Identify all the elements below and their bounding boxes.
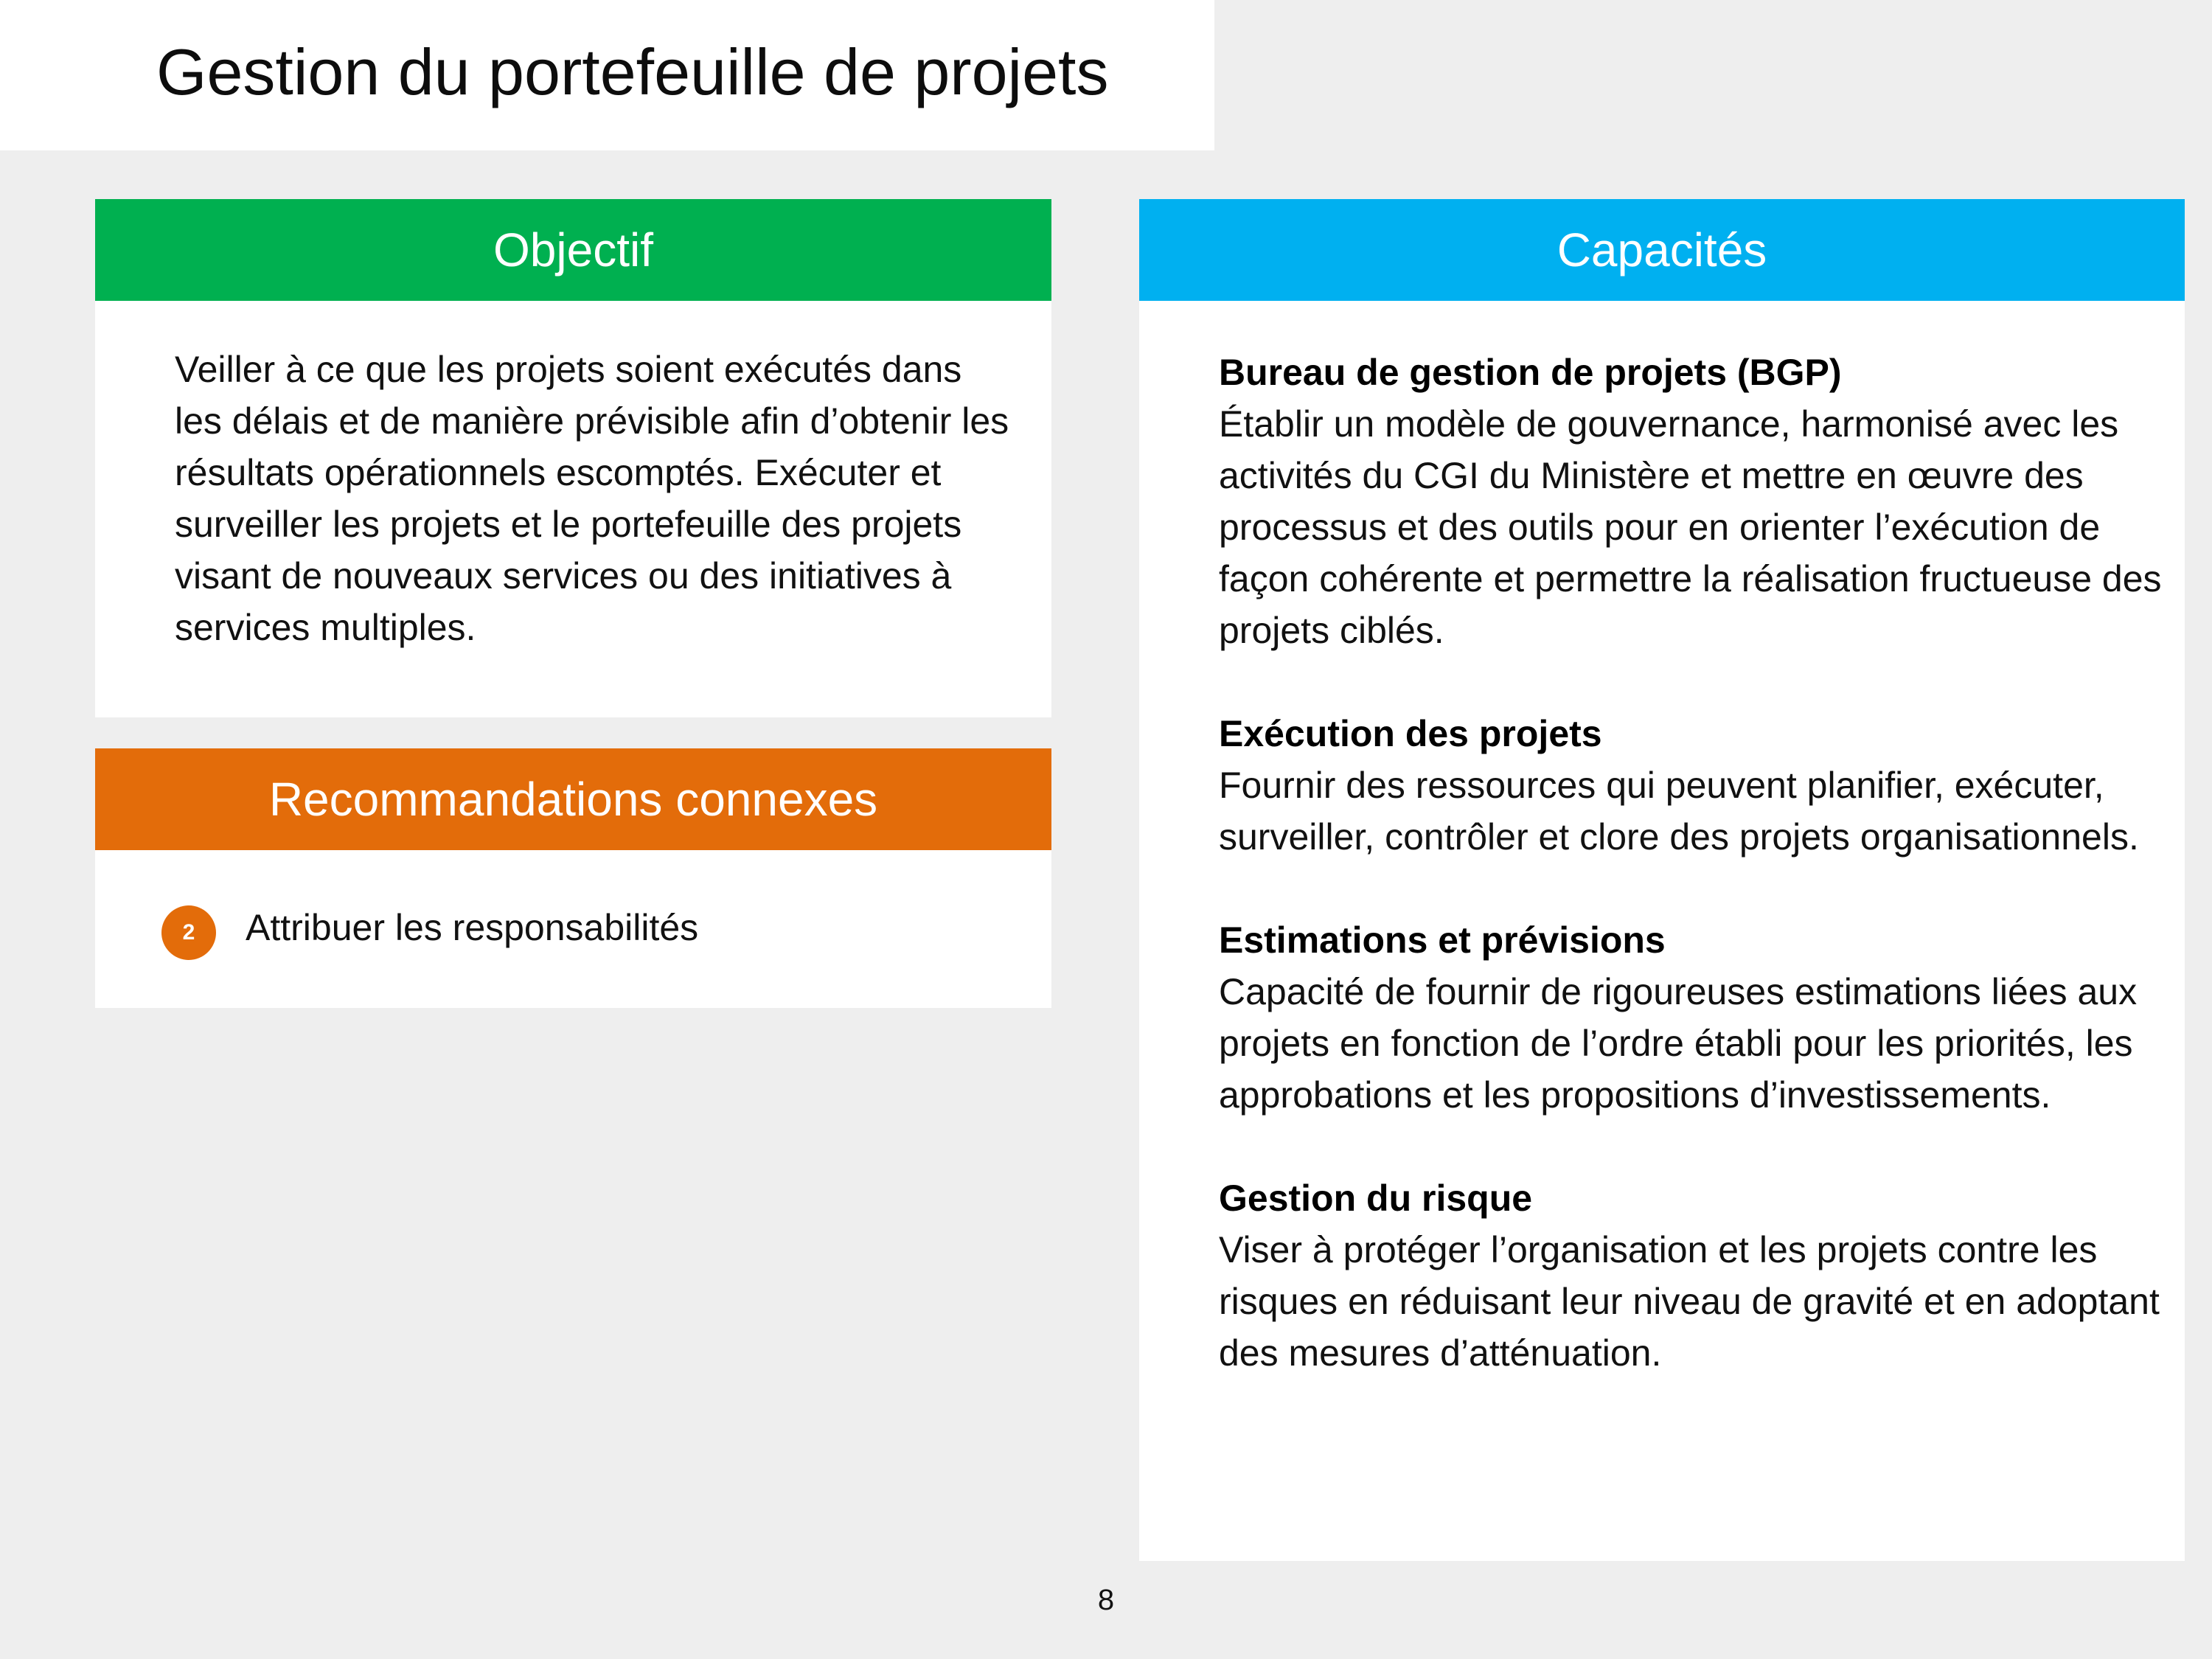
- capacite-item-estimations: [1219, 914, 2170, 1121]
- recommandations-header: Recommandations connexes: [95, 748, 1051, 850]
- objectif-header: Objectif: [95, 199, 1051, 301]
- page-number: 8: [1097, 1584, 1115, 1616]
- capacite-title: Gestion du risque: [1219, 1178, 1533, 1219]
- capacites-header: Capacités: [1139, 199, 2185, 301]
- capacite-description: Établir un modèle de gouvernance, harmonisé avec les activités du CGI du Ministère et mettre en œuvre des processus et des outils pour en orienter l’exécution de façon cohérente et permettre la réalisation fructueuse des projets ciblés.: [1219, 403, 2162, 651]
- page-title: Gestion du portefeuille de projets: [156, 35, 1109, 108]
- objectif-text: Veiller à ce que les projets soient exécutés dans les délais et de manière prévisible afin d’obtenir les résultats opérationnels escomptés. Exécuter et surveiller les projets et le portefeuille des projets visant de nouveaux services ou des initiatives à services multiples.: [175, 349, 1009, 648]
- recommandation-number-badge: 2: [161, 905, 216, 960]
- capacite-title: Estimations et prévisions: [1219, 919, 1666, 961]
- capacites-panel: [1139, 199, 2185, 1561]
- capacite-description: Fournir des ressources qui peuvent planifier, exécuter, surveiller, contrôler et clore des projets organisationnels.: [1219, 765, 2139, 858]
- objectif-panel: [95, 199, 1051, 717]
- capacite-item-risque: [1219, 1172, 2170, 1379]
- capacite-title: Exécution des projets: [1219, 713, 1602, 754]
- title-box: [0, 0, 1214, 150]
- capacite-title: Bureau de gestion de projets (BGP): [1219, 352, 1842, 393]
- capacite-description: Viser à protéger l’organisation et les projets contre les risques en réduisant leur niveau de gravité et en adoptant des mesures d’atténuation.: [1219, 1229, 2160, 1374]
- recommandation-item: [161, 896, 1032, 962]
- recommandations-panel: [95, 748, 1051, 1008]
- recommandation-label: Attribuer les responsabilités: [246, 907, 699, 948]
- capacite-description: Capacité de fournir de rigoureuses estimations liées aux projets en fonction de l’ordre établi pour les priorités, les approbations et les propositions d’investissements.: [1219, 971, 2138, 1116]
- capacites-list: [1219, 347, 2170, 1430]
- capacite-item-execution: [1219, 708, 2170, 863]
- capacite-item-bgp: [1219, 347, 2170, 656]
